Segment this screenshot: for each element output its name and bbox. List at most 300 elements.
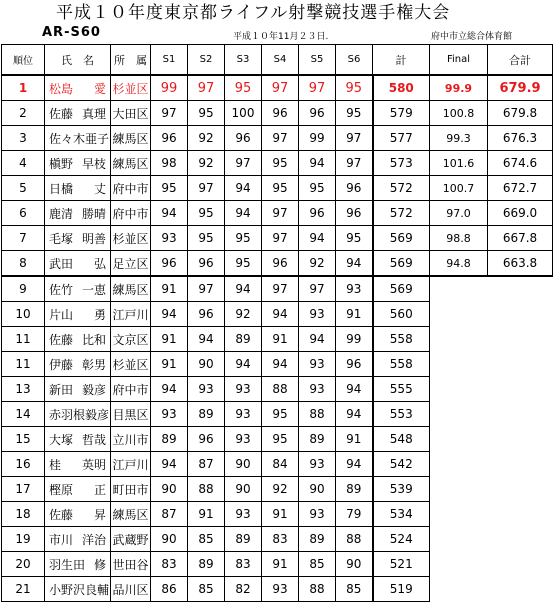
given-name: 哲哉 bbox=[81, 432, 106, 447]
series-score-cell: 94 bbox=[151, 377, 188, 402]
name-wrapper bbox=[49, 506, 108, 523]
series-score-cell: 94 bbox=[151, 302, 188, 327]
name-cell bbox=[45, 452, 111, 477]
empty-grand-cell bbox=[488, 402, 553, 427]
name-wrapper bbox=[49, 331, 108, 348]
series-score-cell: 96 bbox=[188, 302, 225, 327]
event-date: 平成１０年11月２３日. bbox=[233, 32, 329, 42]
family-name: 大塚 bbox=[49, 432, 74, 447]
series-score-cell: 88 bbox=[262, 377, 299, 402]
affiliation-cell: 杉並区 bbox=[111, 352, 151, 377]
event-name: AR-S60 bbox=[42, 25, 101, 40]
series-score-cell: 95 bbox=[188, 226, 225, 251]
header-s3: S3 bbox=[225, 45, 262, 76]
given-name: 真理 bbox=[81, 106, 106, 121]
series-score-cell: 96 bbox=[262, 251, 299, 277]
series-score-cell: 87 bbox=[151, 502, 188, 527]
total-cell: 572 bbox=[373, 201, 430, 226]
series-score-cell: 99 bbox=[299, 126, 336, 151]
total-cell: 580 bbox=[373, 75, 430, 101]
name-cell bbox=[45, 377, 111, 402]
series-score-cell: 88 bbox=[299, 577, 336, 602]
name-wrapper bbox=[49, 155, 108, 172]
name-wrapper bbox=[49, 381, 108, 398]
table-row bbox=[2, 201, 553, 226]
family-name: 羽生田 bbox=[49, 557, 86, 572]
empty-final-cell bbox=[430, 352, 488, 377]
series-score-cell: 85 bbox=[188, 527, 225, 552]
series-score-cell: 85 bbox=[188, 577, 225, 602]
total-cell: 521 bbox=[373, 552, 430, 577]
total-cell: 569 bbox=[373, 226, 430, 251]
series-score-cell: 93 bbox=[151, 226, 188, 251]
series-score-cell: 94 bbox=[299, 151, 336, 176]
affiliation-cell: 町田市 bbox=[111, 477, 151, 502]
series-score-cell: 93 bbox=[225, 402, 262, 427]
name-wrapper bbox=[49, 556, 108, 573]
affiliation-cell: 杉並区 bbox=[111, 75, 151, 101]
series-score-cell: 91 bbox=[262, 327, 299, 352]
series-score-cell: 97 bbox=[299, 276, 336, 302]
series-score-cell: 89 bbox=[299, 427, 336, 452]
final-cell: 101.6 bbox=[430, 151, 488, 176]
name-wrapper bbox=[49, 406, 108, 423]
family-name: 片山 bbox=[49, 307, 74, 322]
given-name: 弘 bbox=[93, 256, 106, 271]
empty-grand-cell bbox=[488, 577, 553, 602]
series-score-cell: 89 bbox=[336, 477, 373, 502]
name-wrapper bbox=[49, 531, 108, 548]
table-row bbox=[2, 552, 553, 577]
empty-grand-cell bbox=[488, 327, 553, 352]
series-score-cell: 97 bbox=[151, 101, 188, 126]
series-score-cell: 95 bbox=[262, 151, 299, 176]
series-score-cell: 93 bbox=[299, 352, 336, 377]
results-table bbox=[1, 44, 553, 602]
family-name: 伊藤 bbox=[49, 357, 74, 372]
table-row bbox=[2, 327, 553, 352]
given-name: 丈 bbox=[93, 181, 106, 196]
name-wrapper bbox=[49, 180, 108, 197]
final-cell: 97.0 bbox=[430, 201, 488, 226]
empty-final-cell bbox=[430, 377, 488, 402]
grand-total-cell: 679.9 bbox=[488, 75, 553, 101]
given-name: 愛 bbox=[93, 81, 106, 96]
series-score-cell: 95 bbox=[188, 101, 225, 126]
series-score-cell: 91 bbox=[336, 302, 373, 327]
total-cell: 548 bbox=[373, 427, 430, 452]
series-score-cell: 97 bbox=[188, 276, 225, 302]
affiliation-cell: 府中市 bbox=[111, 377, 151, 402]
empty-final-cell bbox=[430, 577, 488, 602]
series-score-cell: 97 bbox=[336, 126, 373, 151]
total-cell: 560 bbox=[373, 302, 430, 327]
family-name: 小野沢良輔 bbox=[49, 582, 110, 597]
series-score-cell: 90 bbox=[188, 352, 225, 377]
series-score-cell: 92 bbox=[225, 302, 262, 327]
given-name: 明善 bbox=[81, 231, 106, 246]
empty-grand-cell bbox=[488, 527, 553, 552]
rank-cell: 5 bbox=[2, 176, 45, 201]
series-score-cell: 93 bbox=[225, 502, 262, 527]
final-cell: 98.8 bbox=[430, 226, 488, 251]
series-score-cell: 94 bbox=[336, 377, 373, 402]
rank-cell: 3 bbox=[2, 126, 45, 151]
name-wrapper bbox=[49, 581, 108, 598]
series-score-cell: 96 bbox=[188, 251, 225, 277]
series-score-cell: 83 bbox=[262, 527, 299, 552]
final-cell: 100.8 bbox=[430, 101, 488, 126]
table-row bbox=[2, 226, 553, 251]
empty-final-cell bbox=[430, 327, 488, 352]
series-score-cell: 89 bbox=[188, 552, 225, 577]
series-score-cell: 94 bbox=[262, 302, 299, 327]
total-cell: 519 bbox=[373, 577, 430, 602]
rank-cell: 16 bbox=[2, 452, 45, 477]
series-score-cell: 90 bbox=[151, 477, 188, 502]
total-cell: 573 bbox=[373, 151, 430, 176]
total-cell: 555 bbox=[373, 377, 430, 402]
total-cell: 569 bbox=[373, 251, 430, 277]
series-score-cell: 93 bbox=[188, 377, 225, 402]
rank-cell: 4 bbox=[2, 151, 45, 176]
series-score-cell: 94 bbox=[225, 201, 262, 226]
table-row bbox=[2, 427, 553, 452]
event-venue: 府中市立総合体育館 bbox=[431, 32, 513, 42]
name-wrapper bbox=[49, 230, 108, 247]
table-row bbox=[2, 352, 553, 377]
affiliation-cell: 大田区 bbox=[111, 101, 151, 126]
series-score-cell: 97 bbox=[188, 176, 225, 201]
series-score-cell: 94 bbox=[336, 402, 373, 427]
series-score-cell: 93 bbox=[262, 577, 299, 602]
header-s4: S4 bbox=[262, 45, 299, 76]
name-cell bbox=[45, 251, 111, 277]
family-name: 松島 bbox=[49, 81, 74, 96]
name-wrapper bbox=[49, 481, 108, 498]
grand-total-cell: 676.3 bbox=[488, 126, 553, 151]
empty-final-cell bbox=[430, 276, 488, 302]
series-score-cell: 97 bbox=[188, 75, 225, 101]
series-score-cell: 95 bbox=[336, 75, 373, 101]
affiliation-cell: 江戸川 bbox=[111, 302, 151, 327]
given-name: 勝晴 bbox=[81, 206, 106, 221]
rank-cell: 15 bbox=[2, 427, 45, 452]
series-score-cell: 96 bbox=[262, 101, 299, 126]
empty-final-cell bbox=[430, 452, 488, 477]
series-score-cell: 97 bbox=[262, 75, 299, 101]
empty-grand-cell bbox=[488, 377, 553, 402]
final-cell: 99.9 bbox=[430, 75, 488, 101]
family-name: 佐竹 bbox=[49, 282, 74, 297]
series-score-cell: 94 bbox=[151, 201, 188, 226]
grand-total-cell: 663.8 bbox=[488, 251, 553, 277]
table-row bbox=[2, 527, 553, 552]
series-score-cell: 90 bbox=[299, 477, 336, 502]
empty-grand-cell bbox=[488, 352, 553, 377]
name-cell bbox=[45, 427, 111, 452]
name-wrapper bbox=[49, 130, 108, 147]
header-name: 氏 名 bbox=[45, 45, 111, 76]
header-s5: S5 bbox=[299, 45, 336, 76]
table-row bbox=[2, 577, 553, 602]
name-cell bbox=[45, 352, 111, 377]
series-score-cell: 91 bbox=[336, 427, 373, 452]
given-name: 彰男 bbox=[81, 357, 106, 372]
affiliation-cell: 世田谷 bbox=[111, 552, 151, 577]
affiliation-cell: 目黒区 bbox=[111, 402, 151, 427]
empty-final-cell bbox=[430, 427, 488, 452]
family-name: 桂 bbox=[49, 457, 62, 472]
series-score-cell: 83 bbox=[225, 552, 262, 577]
name-cell bbox=[45, 502, 111, 527]
total-cell: 572 bbox=[373, 176, 430, 201]
header-affiliation: 所 属 bbox=[111, 45, 151, 76]
empty-grand-cell bbox=[488, 452, 553, 477]
name-cell bbox=[45, 151, 111, 176]
rank-cell: 19 bbox=[2, 527, 45, 552]
name-wrapper bbox=[49, 431, 108, 448]
total-cell: 534 bbox=[373, 502, 430, 527]
series-score-cell: 99 bbox=[151, 75, 188, 101]
final-cell: 94.8 bbox=[430, 251, 488, 277]
rank-cell: 18 bbox=[2, 502, 45, 527]
affiliation-cell: 杉並区 bbox=[111, 226, 151, 251]
series-score-cell: 96 bbox=[225, 126, 262, 151]
series-score-cell: 89 bbox=[299, 527, 336, 552]
name-cell bbox=[45, 276, 111, 302]
affiliation-cell: 府中市 bbox=[111, 176, 151, 201]
rank-cell: 14 bbox=[2, 402, 45, 427]
series-score-cell: 89 bbox=[151, 427, 188, 452]
table-row bbox=[2, 452, 553, 477]
table-row bbox=[2, 126, 553, 151]
series-score-cell: 99 bbox=[336, 327, 373, 352]
series-score-cell: 86 bbox=[151, 577, 188, 602]
grand-total-cell: 667.8 bbox=[488, 226, 553, 251]
series-score-cell: 90 bbox=[225, 452, 262, 477]
family-name: 佐藤 bbox=[49, 106, 74, 121]
series-score-cell: 88 bbox=[188, 477, 225, 502]
series-score-cell: 79 bbox=[336, 502, 373, 527]
total-cell: 553 bbox=[373, 402, 430, 427]
series-score-cell: 96 bbox=[336, 176, 373, 201]
affiliation-cell: 江戸川 bbox=[111, 452, 151, 477]
family-name: 日橋 bbox=[49, 181, 74, 196]
series-score-cell: 97 bbox=[299, 75, 336, 101]
header-grand-total: 合計 bbox=[488, 45, 553, 76]
empty-final-cell bbox=[430, 502, 488, 527]
name-wrapper bbox=[49, 456, 108, 473]
given-name: 一恵 bbox=[81, 282, 106, 297]
given-name: 昇 bbox=[93, 507, 106, 522]
series-score-cell: 83 bbox=[151, 552, 188, 577]
series-score-cell: 95 bbox=[299, 176, 336, 201]
table-row bbox=[2, 276, 553, 302]
series-score-cell: 89 bbox=[225, 327, 262, 352]
name-wrapper bbox=[49, 255, 108, 272]
rank-cell: 1 bbox=[2, 75, 45, 101]
rank-cell: 6 bbox=[2, 201, 45, 226]
series-score-cell: 94 bbox=[225, 176, 262, 201]
name-cell bbox=[45, 126, 111, 151]
total-cell: 579 bbox=[373, 101, 430, 126]
family-name: 佐藤 bbox=[49, 332, 74, 347]
table-row bbox=[2, 176, 553, 201]
table-row bbox=[2, 477, 553, 502]
name-cell bbox=[45, 402, 111, 427]
page-title bbox=[0, 2, 553, 24]
empty-grand-cell bbox=[488, 552, 553, 577]
name-cell bbox=[45, 226, 111, 251]
affiliation-cell: 練馬区 bbox=[111, 502, 151, 527]
series-score-cell: 95 bbox=[225, 226, 262, 251]
given-name: 正 bbox=[93, 482, 106, 497]
series-score-cell: 91 bbox=[188, 502, 225, 527]
header-s2: S2 bbox=[188, 45, 225, 76]
family-name: 市川 bbox=[49, 532, 74, 547]
table-row bbox=[2, 502, 553, 527]
series-score-cell: 88 bbox=[336, 527, 373, 552]
family-name: 鹿清 bbox=[49, 206, 74, 221]
grand-total-cell: 674.6 bbox=[488, 151, 553, 176]
header-row bbox=[2, 45, 553, 76]
series-score-cell: 85 bbox=[299, 552, 336, 577]
empty-final-cell bbox=[430, 527, 488, 552]
series-score-cell: 96 bbox=[151, 126, 188, 151]
family-name: 佐々木亜子 bbox=[49, 131, 110, 146]
given-name: 勇 bbox=[93, 307, 106, 322]
grand-total-cell: 669.0 bbox=[488, 201, 553, 226]
series-score-cell: 97 bbox=[262, 226, 299, 251]
series-score-cell: 96 bbox=[299, 201, 336, 226]
series-score-cell: 85 bbox=[336, 577, 373, 602]
series-score-cell: 92 bbox=[262, 477, 299, 502]
empty-final-cell bbox=[430, 477, 488, 502]
name-wrapper bbox=[49, 105, 108, 122]
total-cell: 542 bbox=[373, 452, 430, 477]
series-score-cell: 92 bbox=[188, 151, 225, 176]
series-score-cell: 95 bbox=[151, 176, 188, 201]
series-score-cell: 96 bbox=[336, 352, 373, 377]
rank-cell: 13 bbox=[2, 377, 45, 402]
series-score-cell: 82 bbox=[225, 577, 262, 602]
series-score-cell: 94 bbox=[225, 352, 262, 377]
affiliation-cell: 立川市 bbox=[111, 427, 151, 452]
series-score-cell: 95 bbox=[188, 201, 225, 226]
name-cell bbox=[45, 302, 111, 327]
series-score-cell: 97 bbox=[336, 151, 373, 176]
title-text: 平成１０年度東京都ライフル射撃競技選手権大会 bbox=[56, 3, 451, 23]
final-cell: 100.7 bbox=[430, 176, 488, 201]
name-cell bbox=[45, 327, 111, 352]
given-name: 早枝 bbox=[81, 156, 106, 171]
series-score-cell: 90 bbox=[225, 477, 262, 502]
table-row bbox=[2, 402, 553, 427]
empty-final-cell bbox=[430, 552, 488, 577]
total-cell: 524 bbox=[373, 527, 430, 552]
rank-cell: 20 bbox=[2, 552, 45, 577]
affiliation-cell: 府中市 bbox=[111, 201, 151, 226]
series-score-cell: 94 bbox=[225, 276, 262, 302]
family-name: 樫原 bbox=[49, 482, 74, 497]
series-score-cell: 98 bbox=[151, 151, 188, 176]
rank-cell: 8 bbox=[2, 251, 45, 277]
empty-grand-cell bbox=[488, 502, 553, 527]
given-name: 比和 bbox=[81, 332, 106, 347]
series-score-cell: 89 bbox=[188, 402, 225, 427]
series-score-cell: 94 bbox=[336, 452, 373, 477]
name-cell bbox=[45, 527, 111, 552]
rank-cell: 2 bbox=[2, 101, 45, 126]
series-score-cell: 94 bbox=[188, 327, 225, 352]
final-cell: 99.3 bbox=[430, 126, 488, 151]
family-name: 赤羽根毅彦 bbox=[49, 407, 110, 422]
total-cell: 577 bbox=[373, 126, 430, 151]
table-row bbox=[2, 101, 553, 126]
header-s1: S1 bbox=[151, 45, 188, 76]
grand-total-cell: 672.7 bbox=[488, 176, 553, 201]
series-score-cell: 97 bbox=[225, 151, 262, 176]
total-cell: 558 bbox=[373, 327, 430, 352]
name-cell bbox=[45, 552, 111, 577]
empty-grand-cell bbox=[488, 302, 553, 327]
series-score-cell: 97 bbox=[262, 276, 299, 302]
table-row bbox=[2, 302, 553, 327]
series-score-cell: 94 bbox=[299, 327, 336, 352]
family-name: 佐藤 bbox=[49, 507, 74, 522]
series-score-cell: 95 bbox=[262, 176, 299, 201]
name-wrapper bbox=[49, 356, 108, 373]
series-score-cell: 95 bbox=[336, 101, 373, 126]
series-score-cell: 96 bbox=[336, 201, 373, 226]
name-cell bbox=[45, 101, 111, 126]
name-wrapper bbox=[49, 80, 108, 97]
series-score-cell: 91 bbox=[151, 327, 188, 352]
affiliation-cell: 練馬区 bbox=[111, 126, 151, 151]
header-s6: S6 bbox=[336, 45, 373, 76]
grand-total-cell: 679.8 bbox=[488, 101, 553, 126]
series-score-cell: 94 bbox=[336, 251, 373, 277]
series-score-cell: 92 bbox=[299, 251, 336, 277]
name-cell bbox=[45, 201, 111, 226]
series-score-cell: 93 bbox=[299, 502, 336, 527]
affiliation-cell: 足立区 bbox=[111, 251, 151, 277]
series-score-cell: 93 bbox=[225, 427, 262, 452]
empty-grand-cell bbox=[488, 427, 553, 452]
series-score-cell: 91 bbox=[151, 352, 188, 377]
series-score-cell: 92 bbox=[188, 126, 225, 151]
given-name: 毅彦 bbox=[81, 382, 106, 397]
rank-cell: 10 bbox=[2, 302, 45, 327]
table-row bbox=[2, 251, 553, 277]
series-score-cell: 97 bbox=[262, 201, 299, 226]
table-row bbox=[2, 151, 553, 176]
affiliation-cell: 品川区 bbox=[111, 577, 151, 602]
series-score-cell: 93 bbox=[299, 302, 336, 327]
series-score-cell: 91 bbox=[262, 552, 299, 577]
family-name: 槇野 bbox=[49, 156, 74, 171]
series-score-cell: 96 bbox=[188, 427, 225, 452]
series-score-cell: 90 bbox=[151, 527, 188, 552]
name-cell bbox=[45, 577, 111, 602]
rank-cell: 11 bbox=[2, 327, 45, 352]
name-cell bbox=[45, 176, 111, 201]
series-score-cell: 84 bbox=[262, 452, 299, 477]
given-name: 洋治 bbox=[81, 532, 106, 547]
name-wrapper bbox=[49, 306, 108, 323]
empty-grand-cell bbox=[488, 477, 553, 502]
